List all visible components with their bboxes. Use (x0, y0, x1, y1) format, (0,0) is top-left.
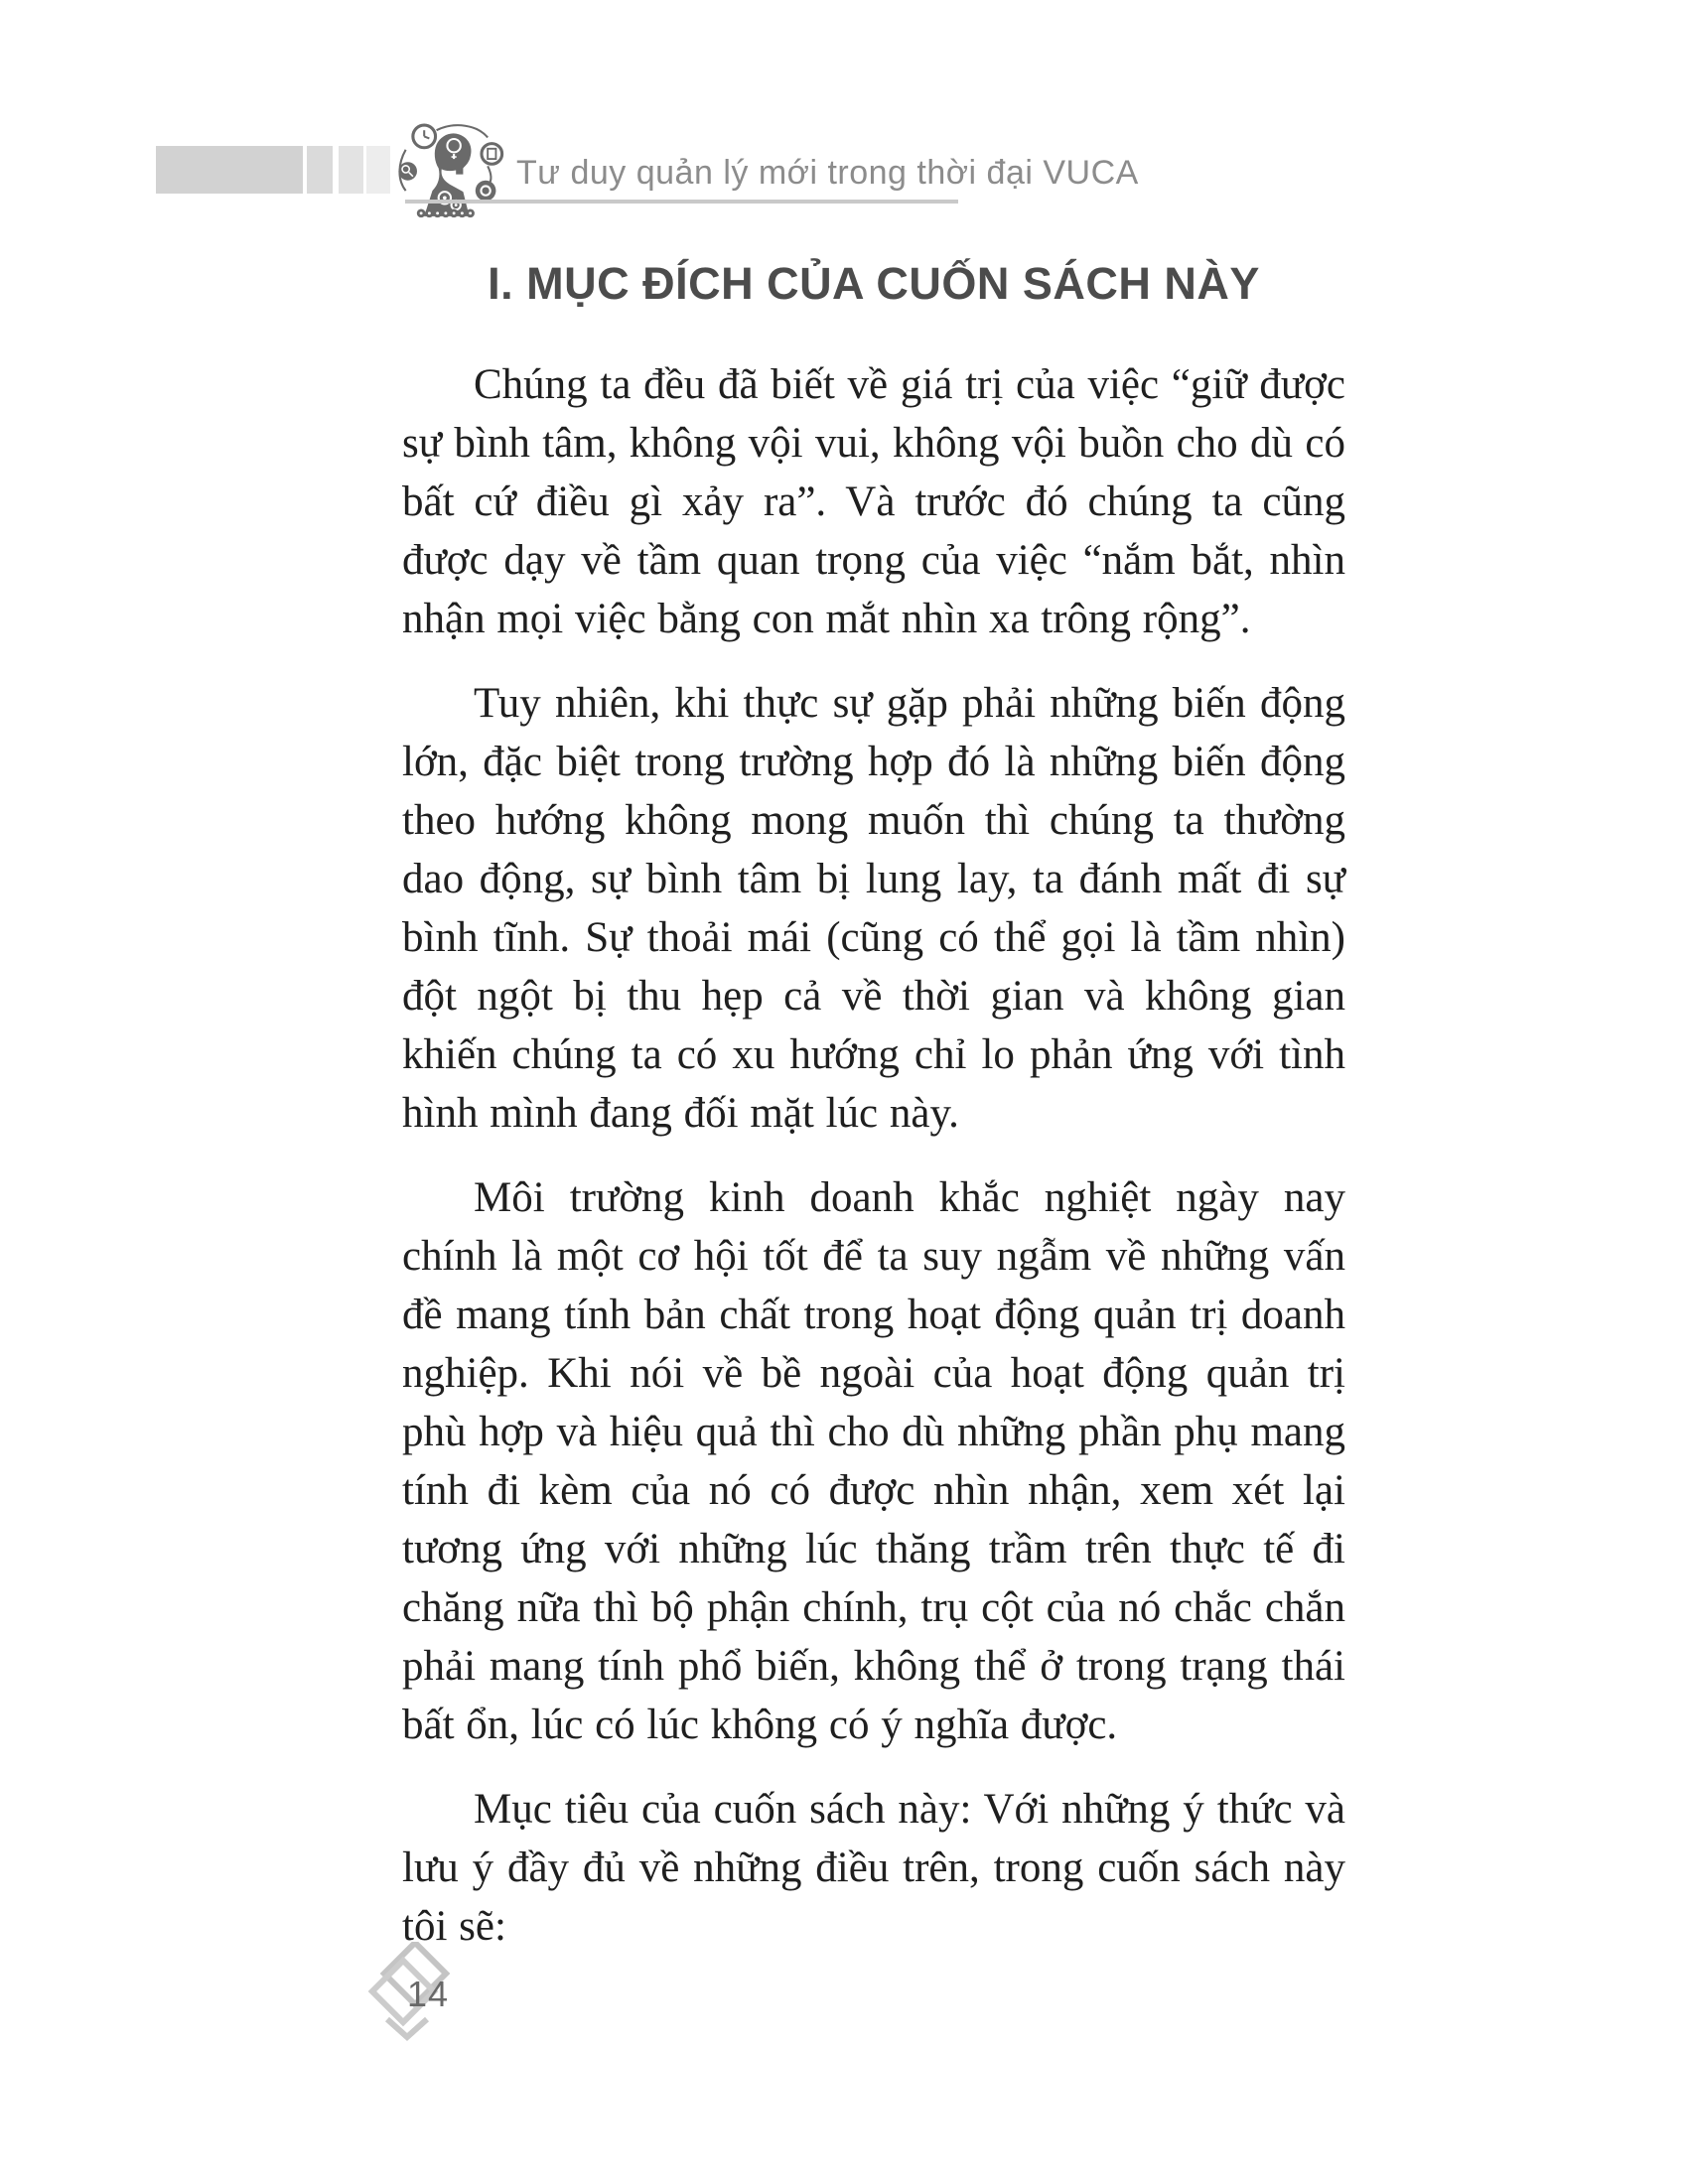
page-content (402, 256, 1345, 1981)
section-title: I. MỤC ĐÍCH CỦA CUỐN SÁCH NÀY (488, 258, 1260, 309)
header-divider (405, 200, 958, 204)
page-number: 14 (407, 1974, 450, 2014)
paragraph: Chúng ta đều đã biết về giá trị của việc “giữ được sự bình tâm, không vội vui, không vội buồn cho dù có bất cứ điều gì xảy ra”. Và trước đó chúng ta cũng được dạy về tầm quan trọng của việc “nắm bắt, nhìn nhận mọi việc bằng con mắt nhìn xa trông rộng”. (402, 361, 1345, 642)
header-decor-square (339, 146, 363, 194)
paragraph: Môi trường kinh doanh khắc nghiệt ngày nay chính là một cơ hội tốt để ta suy ngẫm về những vấn đề mang tính bản chất trong hoạt động quản trị doanh nghiệp. Khi nói về bề ngoài của hoạt động quản trị phù hợp và hiệu quả thì cho dù những phần phụ mang tính đi kèm của nó có được nhìn nhận, xem xét lại tương ứng với những lúc thăng trầm trên thực tế đi chăng nữa thì bộ phận chính, trụ cột của nó chắc chắn phải mang tính phổ biến, không thể ở trong trạng thái bất ổn, lúc có lúc không có ý nghĩa được. (402, 1174, 1345, 1748)
paragraph: Tuy nhiên, khi thực sự gặp phải những biến động lớn, đặc biệt trong trường hợp đó là những biến động theo hướng không mong muốn thì chúng ta thường dao động, sự bình tâm bị lung lay, ta đánh mất đi sự bình tĩnh. Sự thoải mái (cũng có thể gọi là tầm nhìn) đột ngột bị thu hẹp cả về thời gian và không gian khiến chúng ta có xu hướng chỉ lo phản ứng với tình hình mình đang đối mặt lúc này. (402, 680, 1345, 1137)
thinking-head-icon (393, 123, 506, 220)
running-head-title: Tư duy quản lý mới trong thời đại VUCA (516, 154, 1139, 192)
page-number-block (363, 1942, 473, 2051)
header-decor-bar (156, 146, 303, 194)
header-decor-square (366, 146, 390, 194)
header-decor-square (307, 146, 333, 194)
paragraph: Mục tiêu của cuốn sách này: Với những ý thức và lưu ý đầy đủ về những điều trên, trong cuốn sách này tôi sẽ: (402, 1786, 1345, 1950)
